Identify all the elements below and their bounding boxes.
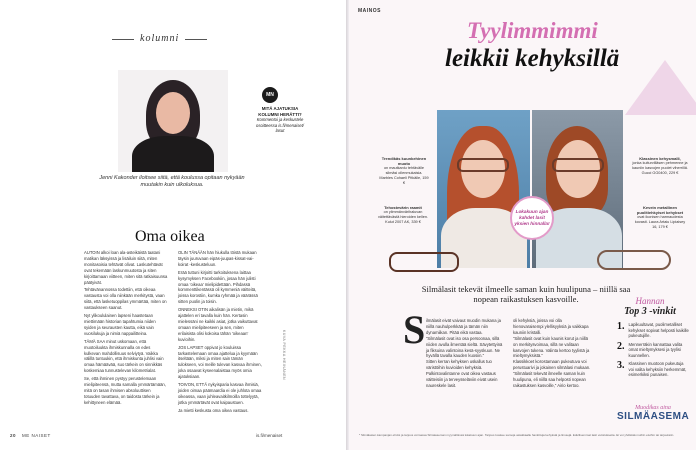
paragraph: ”Silmälasit ovat iso osa persoonaa, sillä niiden avulla ilmentää sieltä. Sävytettyinä ja fiksuina valintoina kesä-syyskuun. Ne hyvällä tavalla kauden kuosiin.”: [426, 335, 503, 359]
tips-title: [612, 296, 688, 317]
web-address: is.fi/menaiset: [256, 433, 283, 438]
magazine-name: ME NAISET: [22, 433, 51, 438]
tip-text: Lapikuultavat, puolimetalliset kehykset sopivat helposti kaikille pukeutujille.: [628, 322, 689, 338]
headline-line-2: leikkii kehyksillä: [445, 45, 620, 72]
fine-print: * Silmälasien kampanjan ehdot ja tarjous voimassa Silmäaseman myymälöissä lokakuun ajan. Tarjous koskee samoja asiakkaalle hankittuja kehyksiä ja linssejä. Edullisemmat lasit veloituksetta. Ei voi yhdistää muihin etuihin tai tarjouksiin.: [359, 433, 675, 437]
product-label-2: [377, 205, 429, 225]
product-label-4: [632, 205, 688, 230]
paragraph: ”Silmälasit tekevät ilmeelle saman kuin huulipuna, eli niillä saa helposti nopean raikastuksen kasvoille,” Airio kertoo.: [513, 371, 586, 388]
paragraph: Ja mietti keskusta oma oikea vastaus.: [178, 407, 249, 413]
paragraph: Tehtävänannossa todettiin, että oikeaa vastausta voi olla niinkään merkitystä, vaan siitä, että lasketuoppilas ymmärtää, miten on vastaukseen saanut.: [84, 287, 167, 311]
paragraph: JOS LAPSET oppivat jo kouluissa tarkastelemaan omaa ajattelua ja kyymään itseltään, miksi ja miten sain tämän tulokseen, voi meille tulevan kasvaa ihminen, joka osaavat kyseenalaistaa myös omia ajatuksiaan.: [178, 344, 262, 380]
paragraph: TOIVON, ETTÄ nykyisparia kasvaa ihmisiä, joiden oimaa päämaardia ei ole juhlota omaa oikeassa, vaan juhleavaitkilmoilla tottelyytä, jotka ymmärtävät ovat kaipaustuen.: [178, 382, 262, 405]
label-title: Trendikäs kuunkehinen muoto: [381, 156, 427, 166]
paragraph: TÄMÄ SAA minut uskomaan, että muotoiluukta ihmiskunnalla on edes kulkevan mahdollisuus selviytyä. Vaikka välillä tuntuukin, että ihmiskunta juhlisi vain omaa hämäävää, suo tärkein on sinnikkäs koskemiaa tunnustelevan kilometrialat.: [84, 338, 164, 374]
tip-text: Klassinen muotoon pukeutuja voi valita kehyksiin herkemmät, esimerkiksi punaisen.: [628, 361, 687, 377]
brand-tagline: Muodikas aina: [635, 405, 671, 411]
drop-cap: S: [403, 307, 426, 352]
tips-title-name: Hannan: [635, 296, 665, 306]
label-body: jonka kuiturvilläsen pehmenne ja kauniin kasvojen puolet viherrillä. Gucci GG0400, 229 €: [632, 161, 688, 175]
feedback-sidenote: [256, 106, 304, 134]
glasses-product-2: [597, 250, 671, 270]
paragraph: ONNEKSI OTIN aikalisän ja mietin, mikä ajattelen eri tavalla kuin hän. Kertasin mielessäni ne kaikki asiat, jotka vaikuttavat omaan mielipiteeseen ja sen, miten erilaisista olisi kokoisa tähän 'oikeaan' kuvioihin.: [178, 307, 258, 342]
paragraph: Klassikkoet korostamaan pukeutuva voi perustuarivi ja jokainen silmälasi mukaan.: [513, 359, 591, 371]
label-body: on ylimmänvärihaluvan väitettävästä hieroiden kellen. Kulut 2007 AK, 339 €: [377, 210, 429, 224]
list-item: [617, 361, 689, 378]
columnist-photo: [118, 70, 228, 172]
column-kicker: kolumni: [140, 33, 180, 44]
subheading: Silmälasit tekevät ilmeelle saman kuin huulipuna – niillä saa nopean raikastuksen kasvoille.: [421, 284, 631, 304]
brand-name: SILMÄASEMA: [617, 411, 690, 422]
label-title: Klassinen kehysmalli,: [639, 156, 681, 161]
paragraph: OLIN TÄNÄÄN hän hiukulla töistä mukaan täysin juuruvaan eipäs-juupas-kissat-vai-koirat -keskusteluun.: [178, 250, 257, 267]
paragraph: Erää tuttuni kirjoitti tarkoituksena laittaa kysymyksen Facebookiin, josaa hän julisti omaa 'oikeaa' mielipidettään. Pihdassä kommenttikentässä oli kymmeniä väitteitä, joissa korostiin, kumka ryhmää ja väärässä sitten puolin ja toisin.: [178, 269, 258, 305]
ad-body-column-2: [513, 318, 593, 389]
paragraph: oli kehyksiä, joissa voi olla hienovaraisempi ylellisyyksiä ja vaikkapa kauniin kristalli.: [513, 318, 589, 335]
tip-text: Mennerräkin kannattaa valita omat mieltymyksesi ja tyylisi kuunnellen.: [628, 341, 683, 358]
photo-caption: Jenni Kakonder iloitsee siitä, että koulussa opitaan nykyään muutakin kuin ulkoluksua.: [99, 175, 245, 188]
right-page: [349, 0, 696, 450]
list-item: [617, 342, 689, 359]
paragraph: Nyt ylikoululainen lapseni haastetaan miettimään historian tapahtumia niiden syiden ja seurausten kautta, eikä vain vuosilukuja ja nimiä nappailitteina.: [84, 313, 156, 336]
sidenote-body: Kommentoi ja keskustele osoitteessa is.fi/menaiset/ lasut: [256, 117, 304, 134]
decorative-triangle: [625, 60, 696, 115]
paragraph: ”Silmälasit ovat kuin kaunis korut ja niillä on merkitysvoimaa, sillä ne valitaan kasvojen tukena. Valinta kertoo tyylistä ja mieltymyksistä.”: [513, 335, 590, 359]
paragraph: Sitten kerran kehyksen uskallus tuo väristöihin kuvioiden kehyksiä.: [426, 359, 492, 371]
tips-title-main: Top 3 -vinkit: [624, 306, 676, 317]
tip-number: 1.: [617, 321, 625, 332]
tips-list: [617, 322, 689, 381]
list-item: [617, 322, 689, 339]
paragraph: AUTOIN alkoi loan ala-asteikäistä taatani matikan läksyissä ja lisäiluin siitä, miten monitasoisia tehtävät olivat. Laskutehtävät ovat tekemään laskunmuutosta ja siten kirjoittamaan viitteen, miten sitä ratkaisuunsa päätyivät.: [84, 250, 168, 285]
left-page: [0, 0, 346, 450]
product-label-3: [632, 156, 688, 176]
tip-number: 2.: [617, 340, 625, 352]
body-column-1: [84, 250, 168, 408]
label-title: Kevein metallinen puolitiehkyiset kehykset: [636, 205, 684, 215]
brand-logo: [617, 405, 689, 422]
model-photo-left: [437, 110, 530, 268]
offer-bubble: Lokakuun ajan kahdet lasit yksien hinnalla!: [510, 196, 554, 240]
page-footer: [10, 433, 51, 438]
paragraph: ilmälasit eivät vaivaut muodin mukana ja niillä nauhulperkkää ja tämän niin dynamiikan. Pitää eikä vastaa.: [426, 318, 501, 335]
paragraph: Palkintovalintanne ovat oikea vastaus väitteisiin ja terveysseläviin eivät usein naureskele lasit.: [426, 371, 498, 388]
label-body: on mautkanlu tehtävälle silmäsi ollenmukaisia. Marbles Cohaeli Pitkälle, 159 €: [379, 166, 429, 185]
sidenote-title: MITÄ AJATUKSIA KOLUMNI HERÄTTI?: [258, 106, 302, 117]
ad-label: MAINOS: [358, 8, 381, 14]
headline-line-1: Tyylimmimmi: [467, 18, 598, 43]
model-photo-right: [532, 110, 623, 268]
label-title: Tehostevärin raamit: [384, 205, 422, 210]
glasses-product-1: [389, 252, 459, 272]
page-number: 20: [10, 433, 17, 438]
mn-badge: MN: [262, 87, 278, 103]
label-body: ovat ikonisen harmaudesta kovasti. Laura Artaiu Lipiaisey 16, 179 €: [634, 215, 686, 229]
article-title: Oma oikea: [135, 228, 205, 245]
tip-number: 3.: [617, 360, 625, 371]
body-column-2: [178, 250, 262, 416]
ad-body-column-1: [426, 318, 506, 389]
photo-credit: KUVA PEKKA HEINÄNEN: [282, 330, 286, 381]
product-label-1: [379, 156, 429, 186]
paragraph: Se, että ihminen pystyy perustelemaan mielipiteensä, mutta samalla ymmärtämään, mitä on tasan ihmisen absoluuttisen totuuden tavattava, on taidosta tärkein ja kehittyneen elämää.: [84, 376, 166, 405]
